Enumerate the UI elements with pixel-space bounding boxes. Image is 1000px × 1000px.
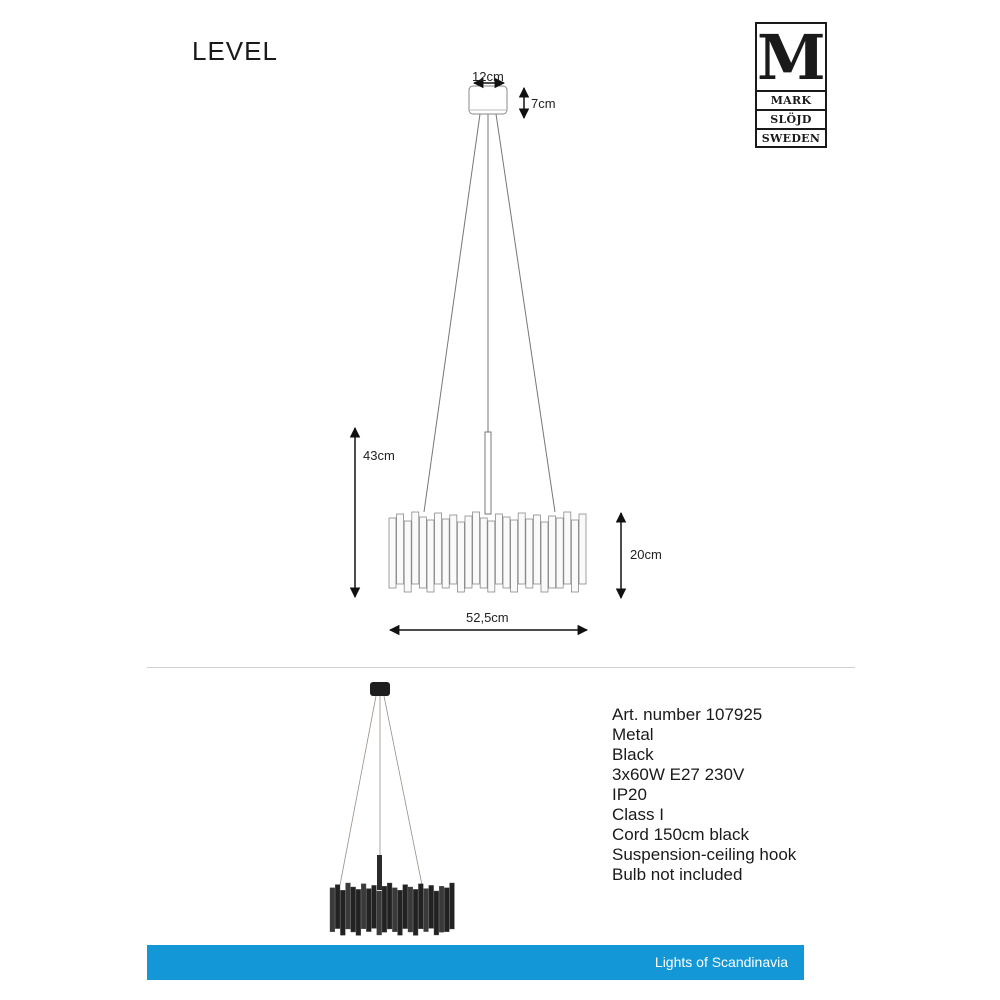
photo-tube — [351, 887, 356, 932]
shade-tube — [389, 518, 396, 588]
shade-tube — [511, 520, 518, 592]
shade-tube — [397, 514, 404, 584]
photo-tube — [387, 883, 392, 929]
stem-rod — [485, 432, 491, 514]
section-divider — [147, 667, 855, 668]
logo-line-2: SLÖJD — [757, 109, 825, 128]
photo-tube — [392, 888, 397, 932]
spec-list — [612, 705, 796, 885]
photo-tube — [429, 885, 434, 928]
spec-class: Class I — [612, 805, 664, 824]
shade-diameter-label: 52,5cm — [466, 610, 509, 625]
shade-tube — [427, 520, 434, 592]
shade-shape — [389, 512, 586, 592]
spec-bulb: Bulb not included — [612, 865, 743, 884]
photo-tube — [372, 885, 377, 928]
photo-tube — [335, 885, 340, 929]
photo-tube — [418, 884, 423, 929]
photo-tube — [398, 890, 403, 935]
spec-art-number: Art. number 107925 — [612, 705, 763, 724]
footer-text: Lights of Scandinavia — [654, 954, 788, 970]
photo-tube — [439, 886, 444, 932]
spec-material: Metal — [612, 725, 654, 744]
photo-tube — [450, 883, 455, 929]
shade-tube — [442, 519, 449, 588]
footer-banner — [147, 945, 804, 980]
spec-ip-rating: IP20 — [612, 785, 647, 804]
photo-tube — [330, 888, 335, 932]
product-photo — [300, 675, 480, 940]
canopy-width-label: 12cm — [472, 69, 504, 84]
shade-tube — [495, 514, 502, 584]
shade-tube — [488, 521, 495, 592]
total-height-label: 43cm — [363, 448, 395, 463]
photo-tube — [403, 885, 408, 929]
shade-tube — [419, 517, 426, 588]
photo-tube — [356, 889, 361, 935]
photo-tube — [408, 887, 413, 932]
photo-tube — [434, 891, 439, 935]
shade-tube — [526, 519, 533, 588]
photo-tube — [346, 883, 351, 929]
logo-line-1: MARK — [757, 90, 825, 109]
logo-line-3: SWEDEN — [757, 128, 825, 147]
shade-tube — [435, 513, 442, 584]
canopy-shape — [469, 86, 507, 114]
shade-tube — [412, 512, 419, 584]
shade-tube — [457, 522, 464, 592]
shade-tube — [564, 512, 571, 584]
logo-letter: M — [757, 21, 826, 94]
photo-tube — [340, 890, 345, 935]
photo-tube — [366, 889, 371, 932]
shade-tube — [556, 518, 563, 588]
shade-tube — [571, 520, 578, 592]
spec-color: Black — [612, 745, 654, 764]
photo-tube — [424, 889, 429, 932]
photo-tube — [444, 888, 449, 932]
photo-tube — [377, 891, 382, 935]
shade-tube — [450, 515, 457, 584]
photo-tube — [382, 886, 387, 932]
spec-power: 3x60W E27 230V — [612, 765, 745, 784]
shade-tube — [541, 522, 548, 592]
spec-cord: Cord 150cm black — [612, 825, 750, 844]
shade-tube — [465, 516, 472, 588]
photo-tube — [361, 884, 366, 929]
shade-tube — [518, 513, 525, 584]
spec-mounting: Suspension-ceiling hook — [612, 845, 797, 864]
photo-tube — [413, 889, 418, 935]
shade-tube — [404, 521, 411, 592]
canopy-height-label: 7cm — [531, 96, 556, 111]
shade-tube — [480, 518, 487, 588]
product-title: LEVEL — [192, 36, 278, 66]
shade-tube — [533, 515, 540, 584]
shade-tube — [549, 516, 556, 588]
shade-tube — [473, 512, 480, 584]
shade-tube — [579, 514, 586, 584]
shade-tube — [503, 517, 510, 588]
shade-height-label: 20cm — [630, 547, 662, 562]
